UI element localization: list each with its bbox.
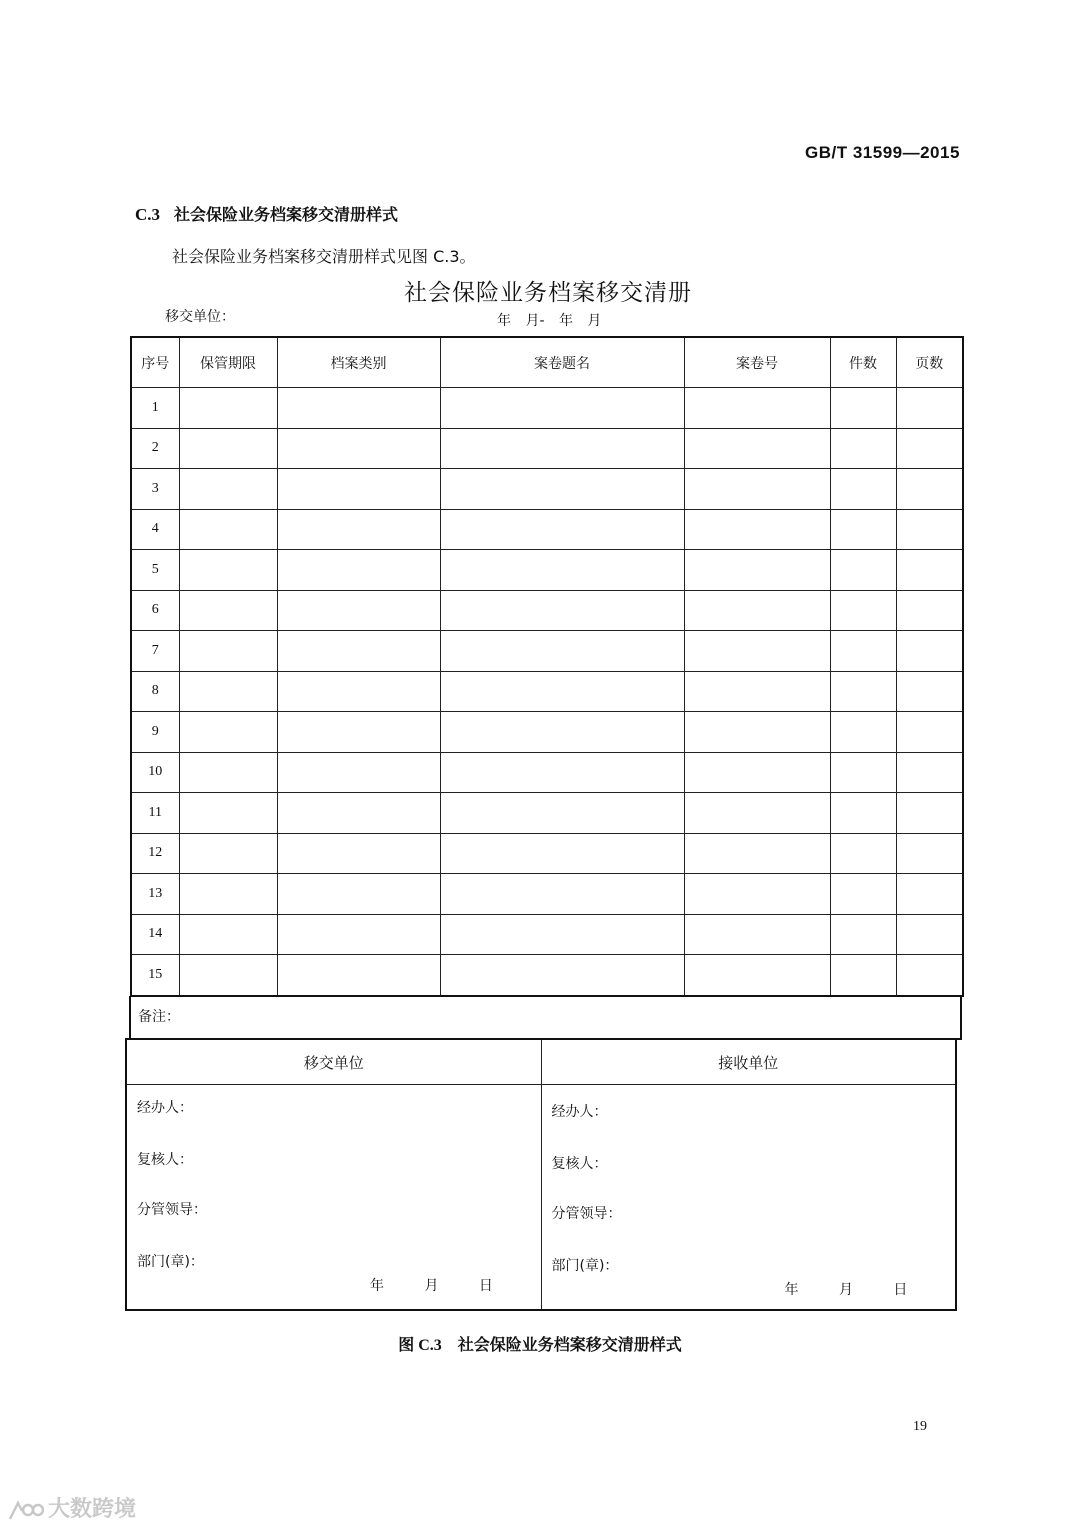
row-seq-cell: 3 bbox=[131, 469, 179, 510]
table-cell[interactable] bbox=[896, 671, 963, 712]
section-number: C.3 bbox=[135, 205, 161, 224]
row-seq-cell: 12 bbox=[131, 833, 179, 874]
table-cell[interactable] bbox=[896, 955, 963, 996]
table-row bbox=[131, 793, 963, 834]
row-seq-cell: 6 bbox=[131, 590, 179, 631]
table-row bbox=[131, 550, 963, 591]
table-cell[interactable] bbox=[896, 833, 963, 874]
watermark bbox=[8, 1492, 136, 1523]
table-cell[interactable] bbox=[440, 631, 684, 672]
table-cell[interactable] bbox=[440, 712, 684, 753]
row-seq-cell: 4 bbox=[131, 509, 179, 550]
signature-table bbox=[125, 1038, 957, 1311]
table-cell[interactable] bbox=[179, 428, 277, 469]
table-cell[interactable] bbox=[896, 874, 963, 915]
table-header-row bbox=[131, 337, 963, 388]
table-cell[interactable] bbox=[277, 469, 440, 510]
col-item-count: 件数 bbox=[830, 337, 896, 388]
row-seq-cell: 14 bbox=[131, 914, 179, 955]
watermark-logo-icon bbox=[8, 1499, 44, 1521]
table-cell[interactable] bbox=[277, 388, 440, 429]
table-cell[interactable] bbox=[277, 833, 440, 874]
figure-number: 图 C.3 bbox=[398, 1337, 442, 1354]
table-cell[interactable] bbox=[440, 428, 684, 469]
table-cell[interactable] bbox=[684, 793, 830, 834]
table-cell[interactable] bbox=[684, 752, 830, 793]
table-cell[interactable] bbox=[179, 469, 277, 510]
receive-date: 年 月 日 bbox=[784, 1282, 908, 1298]
table-cell[interactable] bbox=[179, 631, 277, 672]
table-cell[interactable] bbox=[684, 469, 830, 510]
table-cell[interactable] bbox=[440, 671, 684, 712]
table-cell[interactable] bbox=[179, 752, 277, 793]
receive-leader-label: 分管领导： bbox=[551, 1206, 622, 1222]
table-cell[interactable] bbox=[440, 793, 684, 834]
receive-reviewer-label: 复核人： bbox=[551, 1156, 608, 1172]
table-row bbox=[131, 428, 963, 469]
transfer-dept-label: 部门(章)： bbox=[137, 1254, 204, 1270]
table-cell[interactable] bbox=[179, 833, 277, 874]
transfer-sign-cell bbox=[126, 1085, 541, 1311]
table-cell[interactable] bbox=[684, 914, 830, 955]
table-cell[interactable] bbox=[896, 793, 963, 834]
table-cell[interactable] bbox=[179, 793, 277, 834]
page-number: 19 bbox=[913, 1419, 927, 1434]
table-cell[interactable] bbox=[896, 388, 963, 429]
table-cell[interactable] bbox=[179, 712, 277, 753]
table-cell[interactable] bbox=[830, 712, 896, 753]
table-cell[interactable] bbox=[830, 752, 896, 793]
table-row bbox=[131, 671, 963, 712]
col-file-number: 案卷号 bbox=[684, 337, 830, 388]
table-cell[interactable] bbox=[440, 469, 684, 510]
table-cell[interactable] bbox=[684, 955, 830, 996]
table-cell[interactable] bbox=[684, 712, 830, 753]
table-cell[interactable] bbox=[277, 671, 440, 712]
table-cell[interactable] bbox=[684, 631, 830, 672]
table-cell[interactable] bbox=[684, 509, 830, 550]
table-cell[interactable] bbox=[277, 914, 440, 955]
table-cell[interactable] bbox=[684, 388, 830, 429]
table-cell[interactable] bbox=[179, 509, 277, 550]
table-cell[interactable] bbox=[896, 428, 963, 469]
row-seq-cell: 8 bbox=[131, 671, 179, 712]
table-cell[interactable] bbox=[179, 874, 277, 915]
table-cell[interactable] bbox=[896, 631, 963, 672]
table-cell[interactable] bbox=[896, 712, 963, 753]
table-cell[interactable] bbox=[830, 914, 896, 955]
table-cell[interactable] bbox=[830, 874, 896, 915]
table-cell[interactable] bbox=[830, 388, 896, 429]
receive-handler-label: 经办人： bbox=[551, 1104, 608, 1120]
table-cell[interactable] bbox=[440, 752, 684, 793]
table-row bbox=[131, 955, 963, 996]
table-cell[interactable] bbox=[440, 550, 684, 591]
table-row bbox=[131, 874, 963, 915]
col-file-title: 案卷题名 bbox=[440, 337, 684, 388]
table-cell[interactable] bbox=[830, 428, 896, 469]
table-row bbox=[131, 914, 963, 955]
table-cell[interactable] bbox=[830, 590, 896, 631]
table-cell[interactable] bbox=[440, 509, 684, 550]
table-cell[interactable] bbox=[179, 955, 277, 996]
table-row bbox=[131, 590, 963, 631]
row-seq-cell: 10 bbox=[131, 752, 179, 793]
table-cell[interactable] bbox=[277, 509, 440, 550]
col-category: 档案类别 bbox=[277, 337, 440, 388]
row-seq-cell: 9 bbox=[131, 712, 179, 753]
notes-label: 备注： bbox=[138, 1009, 180, 1025]
figure-title: 社会保险业务档案移交清册样式 bbox=[457, 1335, 682, 1354]
table-cell[interactable] bbox=[896, 590, 963, 631]
register-table bbox=[130, 336, 964, 997]
table-cell[interactable] bbox=[277, 752, 440, 793]
table-cell[interactable] bbox=[830, 550, 896, 591]
table-cell[interactable] bbox=[440, 914, 684, 955]
table-cell[interactable] bbox=[440, 955, 684, 996]
table-cell[interactable] bbox=[179, 914, 277, 955]
table-cell[interactable] bbox=[179, 550, 277, 591]
table-cell[interactable] bbox=[277, 428, 440, 469]
receive-dept-label: 部门(章)： bbox=[551, 1258, 619, 1274]
table-row bbox=[131, 631, 963, 672]
receive-unit-heading: 接收单位 bbox=[541, 1039, 956, 1085]
table-row bbox=[131, 752, 963, 793]
notes-row bbox=[129, 996, 962, 1040]
table-cell[interactable] bbox=[277, 874, 440, 915]
table-cell[interactable] bbox=[277, 793, 440, 834]
row-seq-cell: 5 bbox=[131, 550, 179, 591]
transfer-unit-label: 移交单位： bbox=[165, 309, 235, 325]
table-cell[interactable] bbox=[896, 550, 963, 591]
table-cell[interactable] bbox=[896, 469, 963, 510]
table-cell[interactable] bbox=[277, 712, 440, 753]
row-seq-cell: 11 bbox=[131, 793, 179, 834]
row-seq-cell: 13 bbox=[131, 874, 179, 915]
table-cell[interactable] bbox=[440, 590, 684, 631]
transfer-reviewer-label: 复核人： bbox=[137, 1152, 193, 1168]
table-row bbox=[131, 833, 963, 874]
period-label: 年 月- 年 月 bbox=[497, 313, 602, 329]
table-cell[interactable] bbox=[896, 914, 963, 955]
table-cell[interactable] bbox=[830, 793, 896, 834]
table-row bbox=[131, 712, 963, 753]
table-cell[interactable] bbox=[896, 752, 963, 793]
form-title: 社会保险业务档案移交清册 bbox=[404, 280, 692, 306]
transfer-date: 年 月 日 bbox=[370, 1278, 493, 1294]
table-cell[interactable] bbox=[684, 550, 830, 591]
table-cell[interactable] bbox=[179, 388, 277, 429]
table-cell[interactable] bbox=[830, 469, 896, 510]
col-page-count: 页数 bbox=[896, 337, 963, 388]
receive-sign-cell bbox=[541, 1085, 956, 1311]
col-seq: 序号 bbox=[131, 337, 179, 388]
row-seq-cell: 7 bbox=[131, 631, 179, 672]
table-row bbox=[131, 388, 963, 429]
table-row bbox=[131, 469, 963, 510]
row-seq-cell: 15 bbox=[131, 955, 179, 996]
table-cell[interactable] bbox=[440, 874, 684, 915]
table-cell[interactable] bbox=[830, 671, 896, 712]
transfer-handler-label: 经办人： bbox=[137, 1100, 193, 1116]
table-cell[interactable] bbox=[684, 590, 830, 631]
figure-caption bbox=[0, 1332, 1080, 1355]
table-cell[interactable] bbox=[684, 428, 830, 469]
section-title: 社会保险业务档案移交清册样式 bbox=[174, 205, 399, 224]
table-row bbox=[131, 509, 963, 550]
row-seq-cell: 1 bbox=[131, 388, 179, 429]
table-cell[interactable] bbox=[440, 833, 684, 874]
section-heading bbox=[135, 202, 398, 225]
table-cell[interactable] bbox=[277, 550, 440, 591]
table-cell[interactable] bbox=[179, 671, 277, 712]
intro-text: 社会保险业务档案移交清册样式见图 C.3。 bbox=[172, 247, 476, 266]
transfer-leader-label: 分管领导： bbox=[137, 1202, 207, 1218]
table-cell[interactable] bbox=[684, 671, 830, 712]
table-cell[interactable] bbox=[277, 631, 440, 672]
table-cell[interactable] bbox=[896, 509, 963, 550]
watermark-text: 大数跨境 bbox=[48, 1497, 137, 1522]
table-cell[interactable] bbox=[830, 631, 896, 672]
table-cell[interactable] bbox=[684, 833, 830, 874]
table-cell[interactable] bbox=[830, 509, 896, 550]
transfer-unit-heading: 移交单位 bbox=[126, 1039, 541, 1085]
table-cell[interactable] bbox=[277, 955, 440, 996]
row-seq-cell: 2 bbox=[131, 428, 179, 469]
table-cell[interactable] bbox=[830, 955, 896, 996]
table-cell[interactable] bbox=[440, 388, 684, 429]
table-cell[interactable] bbox=[684, 874, 830, 915]
standard-number: GB/T 31599—2015 bbox=[805, 143, 960, 162]
table-cell[interactable] bbox=[179, 590, 277, 631]
table-cell[interactable] bbox=[277, 590, 440, 631]
col-retention: 保管期限 bbox=[179, 337, 277, 388]
table-cell[interactable] bbox=[830, 833, 896, 874]
